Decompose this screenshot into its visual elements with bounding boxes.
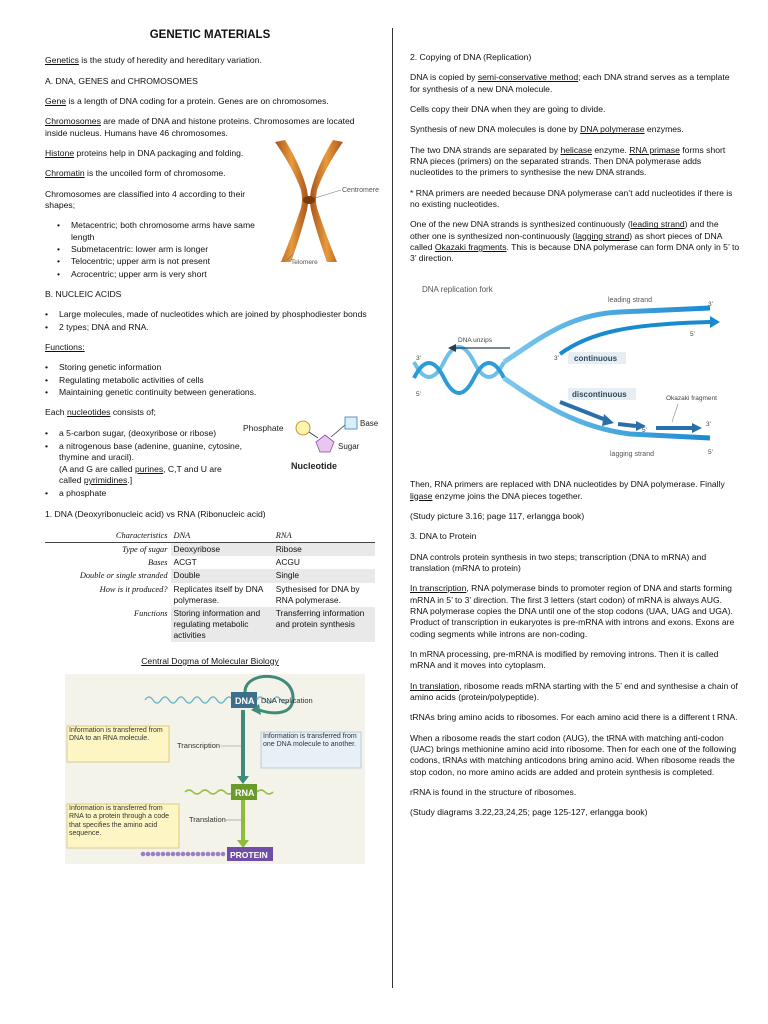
replication-fork-figure [410,278,730,468]
p4-text-b: enzyme. [592,144,630,155]
chromatid-right [310,140,343,262]
study-note-1: (Study picture 3.16; page 117, erlangga book) [410,510,585,521]
cell-char: How is it produced? [99,584,168,594]
protein-heading: 3. DNA to Protein [410,531,477,542]
term-dna-polymerase: DNA polymerase [580,124,645,135]
fork-discontinuous-label: discontinuous [572,389,627,399]
protein-p4 [410,681,740,704]
nucleotide-block [45,407,379,499]
intro-text-a: Each [45,407,67,418]
base-label: Base [360,419,379,429]
term-leading-strand: leading strand [630,219,685,230]
chromosome-figure [263,138,379,267]
list-item: • Regulating metabolic activities of cells [45,375,375,386]
classification-intro: Chromosomes are classified into 4 according to their shapes; [45,188,246,210]
list-item: • Large molecules, made of nucleotides which are joined by phosphodiester bonds [45,309,375,320]
term-purines: purines [134,463,164,474]
cell-dna: Deoxyribose [171,543,273,557]
info-box-rna-protein-text-wrap [69,805,177,847]
fork-5prime-top: 5' [690,330,695,338]
replication-p2: Cells copy their DNA when they are going to divide. [410,104,606,115]
nucleic-acid-points [45,309,375,333]
replication-p4 [410,145,740,179]
sugar-shape [316,435,334,452]
sugar-label: Sugar [338,442,360,452]
list-item: • Storing genetic information [45,362,375,373]
cell-rna: Ribose [273,543,375,557]
okazaki-arrowhead-3 [692,423,702,433]
list-item [45,441,245,486]
replication-p5: * RNA primers are needed because DNA polymerase can’t add nucleotides if there is no existing nucleotides. [410,187,733,210]
table-row [45,583,375,607]
okazaki-arrowhead-1 [602,414,614,426]
fork-5prime-left: 5' [416,390,421,398]
cell-char: Functions [134,608,168,618]
fork-okazaki-label: Okazaki fragment [666,394,717,402]
genetics-definition [45,55,375,66]
transcription-text: , RNA polymerase binds to promoter region of DNA and starts forming mRNA in 5’ to 3’ direction. The first 3 letters (start codon) of mRNA is always AUG. RNA polymerase copies the DNA until one of the stop codons (UAA, UAG and UGA). Product of transcription in eukaryotes is pre-mRNA with introns and exons. Exons are coding segments while introns are non-coding. [410,583,735,639]
ligase-paragraph [410,479,740,502]
study-note-2: (Study diagrams 3.22,23,24,25; page 125-127, erlangga book) [410,807,648,818]
replication-p1 [410,72,740,95]
list-item: • Telocentric; upper arm is not present [57,256,262,267]
central-dogma-figure [65,674,365,864]
fork-5prime-bottom: 5' [708,448,713,456]
protein-p5: tRNAs bring amino acids to ribosomes. For each amino acid there is a different t RNA. [410,712,738,723]
dogma-transcription-label: Transcription [177,741,221,751]
p4-text-a: The two DNA strands are separated by [410,144,561,155]
cell-dna: ACGT [173,557,197,568]
p6-text-a: One of the new DNA strands is synthesized continuously ( [410,219,631,230]
dogma-rna-label: RNA [235,788,255,799]
term-chromosomes: Chromosomes [45,116,101,127]
protein-p2 [410,583,740,640]
section-b-heading: B. NUCLEIC ACIDS [45,288,122,299]
p6-text-c: ) as short pieces of DNA called [410,230,722,253]
base-bond [331,425,345,437]
centromere-dot [303,196,315,204]
okazaki-pointer [672,404,678,422]
cell-dna: Replicates itself by DNA polymerase. [173,583,263,605]
fork-title: DNA replication fork [422,284,493,294]
gene-definition [45,96,375,107]
term-transcription: In transcription [410,583,467,594]
header-characteristics: Characteristics [45,529,171,543]
nucleotide-parts-list [45,428,245,500]
fork-3prime-lower: 3' [706,420,711,428]
cell-char: Bases [147,558,168,568]
functions-heading: Functions: [45,342,85,353]
table-row [45,556,375,569]
intro-text-b: consists of; [110,407,156,418]
telomere-label: Telomere [291,259,318,267]
protein-p6: When a ribosome reads the start codon (AUG), the tRNA with matching anti-codon (UAC) brings methionine amino acid into ribosome. Then for each one of the following codons, tRNAs with matching anticodons bring amino acid. When ribosome reads the stop codon, no more amino acids are added and protein synthesis is completed. [410,732,737,777]
dogma-dna-label: DNA [235,696,255,707]
term-okazaki: Okazaki fragments [434,242,507,253]
section-a-heading: A. DNA, GENES and CHROMOSOMES [45,75,198,86]
cell-char: Type of sugar [122,545,168,555]
protein-p1: DNA controls protein synthesis in two steps; transcription (DNA to mRNA) and translation (mRNA to protein) [410,551,707,573]
term-translation: In translation [410,680,460,691]
list-item: • Submetacentric: lower arm is longer [57,244,262,255]
list-item: • 2 types; DNA and RNA. [45,322,375,333]
histone-text: proteins help in DNA packaging and folding. [74,147,244,158]
protein-p3: In mRNA processing, pre-mRNA is modified by removing introns. Then it is called mRNA and it moves into cytoplasm. [410,648,719,671]
fork-leading-label: leading strand [608,296,652,304]
term-nucleotides: nucleotides [66,407,111,418]
term-helicase: helicase [560,144,592,155]
protein-p7: rRNA is found in the structure of ribosomes. [410,787,577,798]
leading-arrowhead [710,316,720,328]
info-text-rna-protein: Information is transferred from RNA to a protein through a code that specifies the amino acid sequence. [69,805,170,838]
nucleotide-intro [45,407,245,418]
cell-dna: Double [171,569,273,582]
info-box-dna-dna-text-wrap [263,733,359,767]
ligase-text-b: enzyme joins the DNA pieces together. [432,490,583,501]
replication-p6 [410,219,740,264]
table-row [45,569,375,582]
right-column [410,52,740,828]
p3-text-b: enzymes. [644,124,684,135]
p3-text-a: Synthesis of new DNA molecules is done by [410,124,581,135]
chromatid-left [275,140,308,262]
chromosome-types-list [45,220,262,280]
term-histone: Histone [45,147,75,158]
term-ligase: ligase [410,490,433,501]
p4-text-c: forms short RNA pieces (primers) on the separated strands. Then DNA polymerase adds nucleotides to the primers to synthesise the new DNA strands. [410,144,726,178]
chromosome-block [45,116,379,280]
protein-beads [141,852,226,857]
term-chromatin: Chromatin [45,168,85,179]
term-semi-conservative: semi-conservative method [477,72,579,83]
functions-list [45,362,375,398]
fork-continuous-label: continuous [574,353,618,363]
table-row [45,543,375,557]
list-item: • Metacentric; both chromosome arms have same length [57,220,262,243]
column-divider [392,28,393,988]
fork-3prime-mid: 3' [554,354,559,362]
purines-text-b: , C,T and U are called [59,463,222,486]
centromere-label: Centromere [342,187,379,195]
table-row [45,607,375,642]
cell-rna: Transferring information and protein synthesis [273,607,375,642]
comparison-title: 1. DNA (Deoxyribonucleic acid) vs RNA (Ribonucleic acid) [45,508,266,519]
dogma-title: Central Dogma of Molecular Biology [141,655,279,666]
term-genetics: Genetics [45,55,79,66]
term-gene: Gene [45,95,67,106]
list-item: • Acrocentric; upper arm is very short [57,269,262,280]
fork-3prime-top: 3' [708,300,713,308]
p6-text-d: . This is because DNA polymerase can form DNA only in 5’ to 3’ direction. [410,242,740,264]
replication-p3 [410,124,740,135]
phosphate-shape [296,421,310,435]
phosphate-bond [309,432,318,438]
dna-rna-table [45,529,375,642]
term-lagging-strand: lagging strand [575,230,630,241]
fork-5prime-lower: 5' [642,426,647,434]
list-item: • a 5-carbon sugar, (deoxyribose or ribose) [45,428,245,439]
phosphate-label: Phosphate [243,423,284,434]
base-text: a nitrogenous base (adenine, guanine, cytosine, thymine and uracil). [59,441,242,463]
chromosomes-text: are made of DNA and histone proteins. Chromosomes are located inside nucleus. Humans have 46 chromosomes. [45,116,355,138]
list-item: • Maintaining genetic continuity between generations. [45,387,375,398]
cell-rna: ACGU [275,557,300,568]
chromatin-definition [45,168,260,179]
leading-strand-new [560,322,710,354]
cell-rna: Single [273,569,375,582]
replication-heading: 2. Copying of DNA (Replication) [410,52,532,62]
okazaki-piece-2 [618,424,636,426]
term-pyrimidines: pyrimidines [83,475,128,486]
nucleotide-caption: Nucleotide [291,461,338,472]
header-rna: RNA [273,529,375,543]
purines-text-c: .] [127,475,133,486]
info-text-dna-rna: Information is transferred from DNA to an RNA molecule. [69,727,163,743]
cell-char: Double or single stranded [79,571,168,581]
chromatin-text: is the uncoiled form of chromosome. [84,168,226,179]
p6-text-b: ) and the other one is synthesized non-continuously ( [410,219,719,241]
ligase-text-a: Then, RNA primers are replaced with DNA nucleotides by DNA polymerase. Finally [410,479,725,490]
chromosomes-definition [45,116,357,139]
dogma-protein-label: PROTEIN [230,850,268,861]
centromere-pointer [315,190,341,198]
left-column [45,28,379,868]
info-box-dna-rna-text-wrap [69,727,167,761]
p1-text-b: ; each DNA strand serves as a template for synthesis of a new DNA molecule. [410,72,730,94]
info-text-dna-dna: Information is transferred from one DNA molecule to another. [263,733,357,749]
cell-dna: Storing information and regulating metabolic activities [171,607,273,642]
purines-text-a: (A and G are called [59,463,135,474]
fork-3prime-left: 3' [416,354,421,362]
table-header [45,529,375,543]
page-title: GENETIC MATERIALS [149,29,271,41]
genetics-text: is the study of heredity and hereditary variation. [78,55,262,66]
p1-text-a: DNA is copied by [410,72,478,83]
base-shape [345,417,357,429]
translation-text: , ribosome reads mRNA starting with the 5’ end and synthesise a chain of amino acids (protein/polypeptide). [410,680,738,702]
dogma-translation-label: Translation [189,815,226,825]
gene-text: is a length of DNA coding for a protein. Genes are on chromosomes. [66,95,329,106]
fork-lagging-label: lagging strand [610,450,654,458]
dogma-replication-label: DNA replication [261,696,313,706]
fork-unzips-label: DNA unzips [458,336,492,344]
list-item: • a phosphate [45,488,245,499]
nucleotide-figure [241,415,381,477]
term-rna-primase: RNA primase [629,144,680,155]
cell-rna: Sythesised for DNA by RNA polymerase. [275,583,360,605]
header-dna: DNA [171,529,273,543]
histone-definition [45,148,260,159]
